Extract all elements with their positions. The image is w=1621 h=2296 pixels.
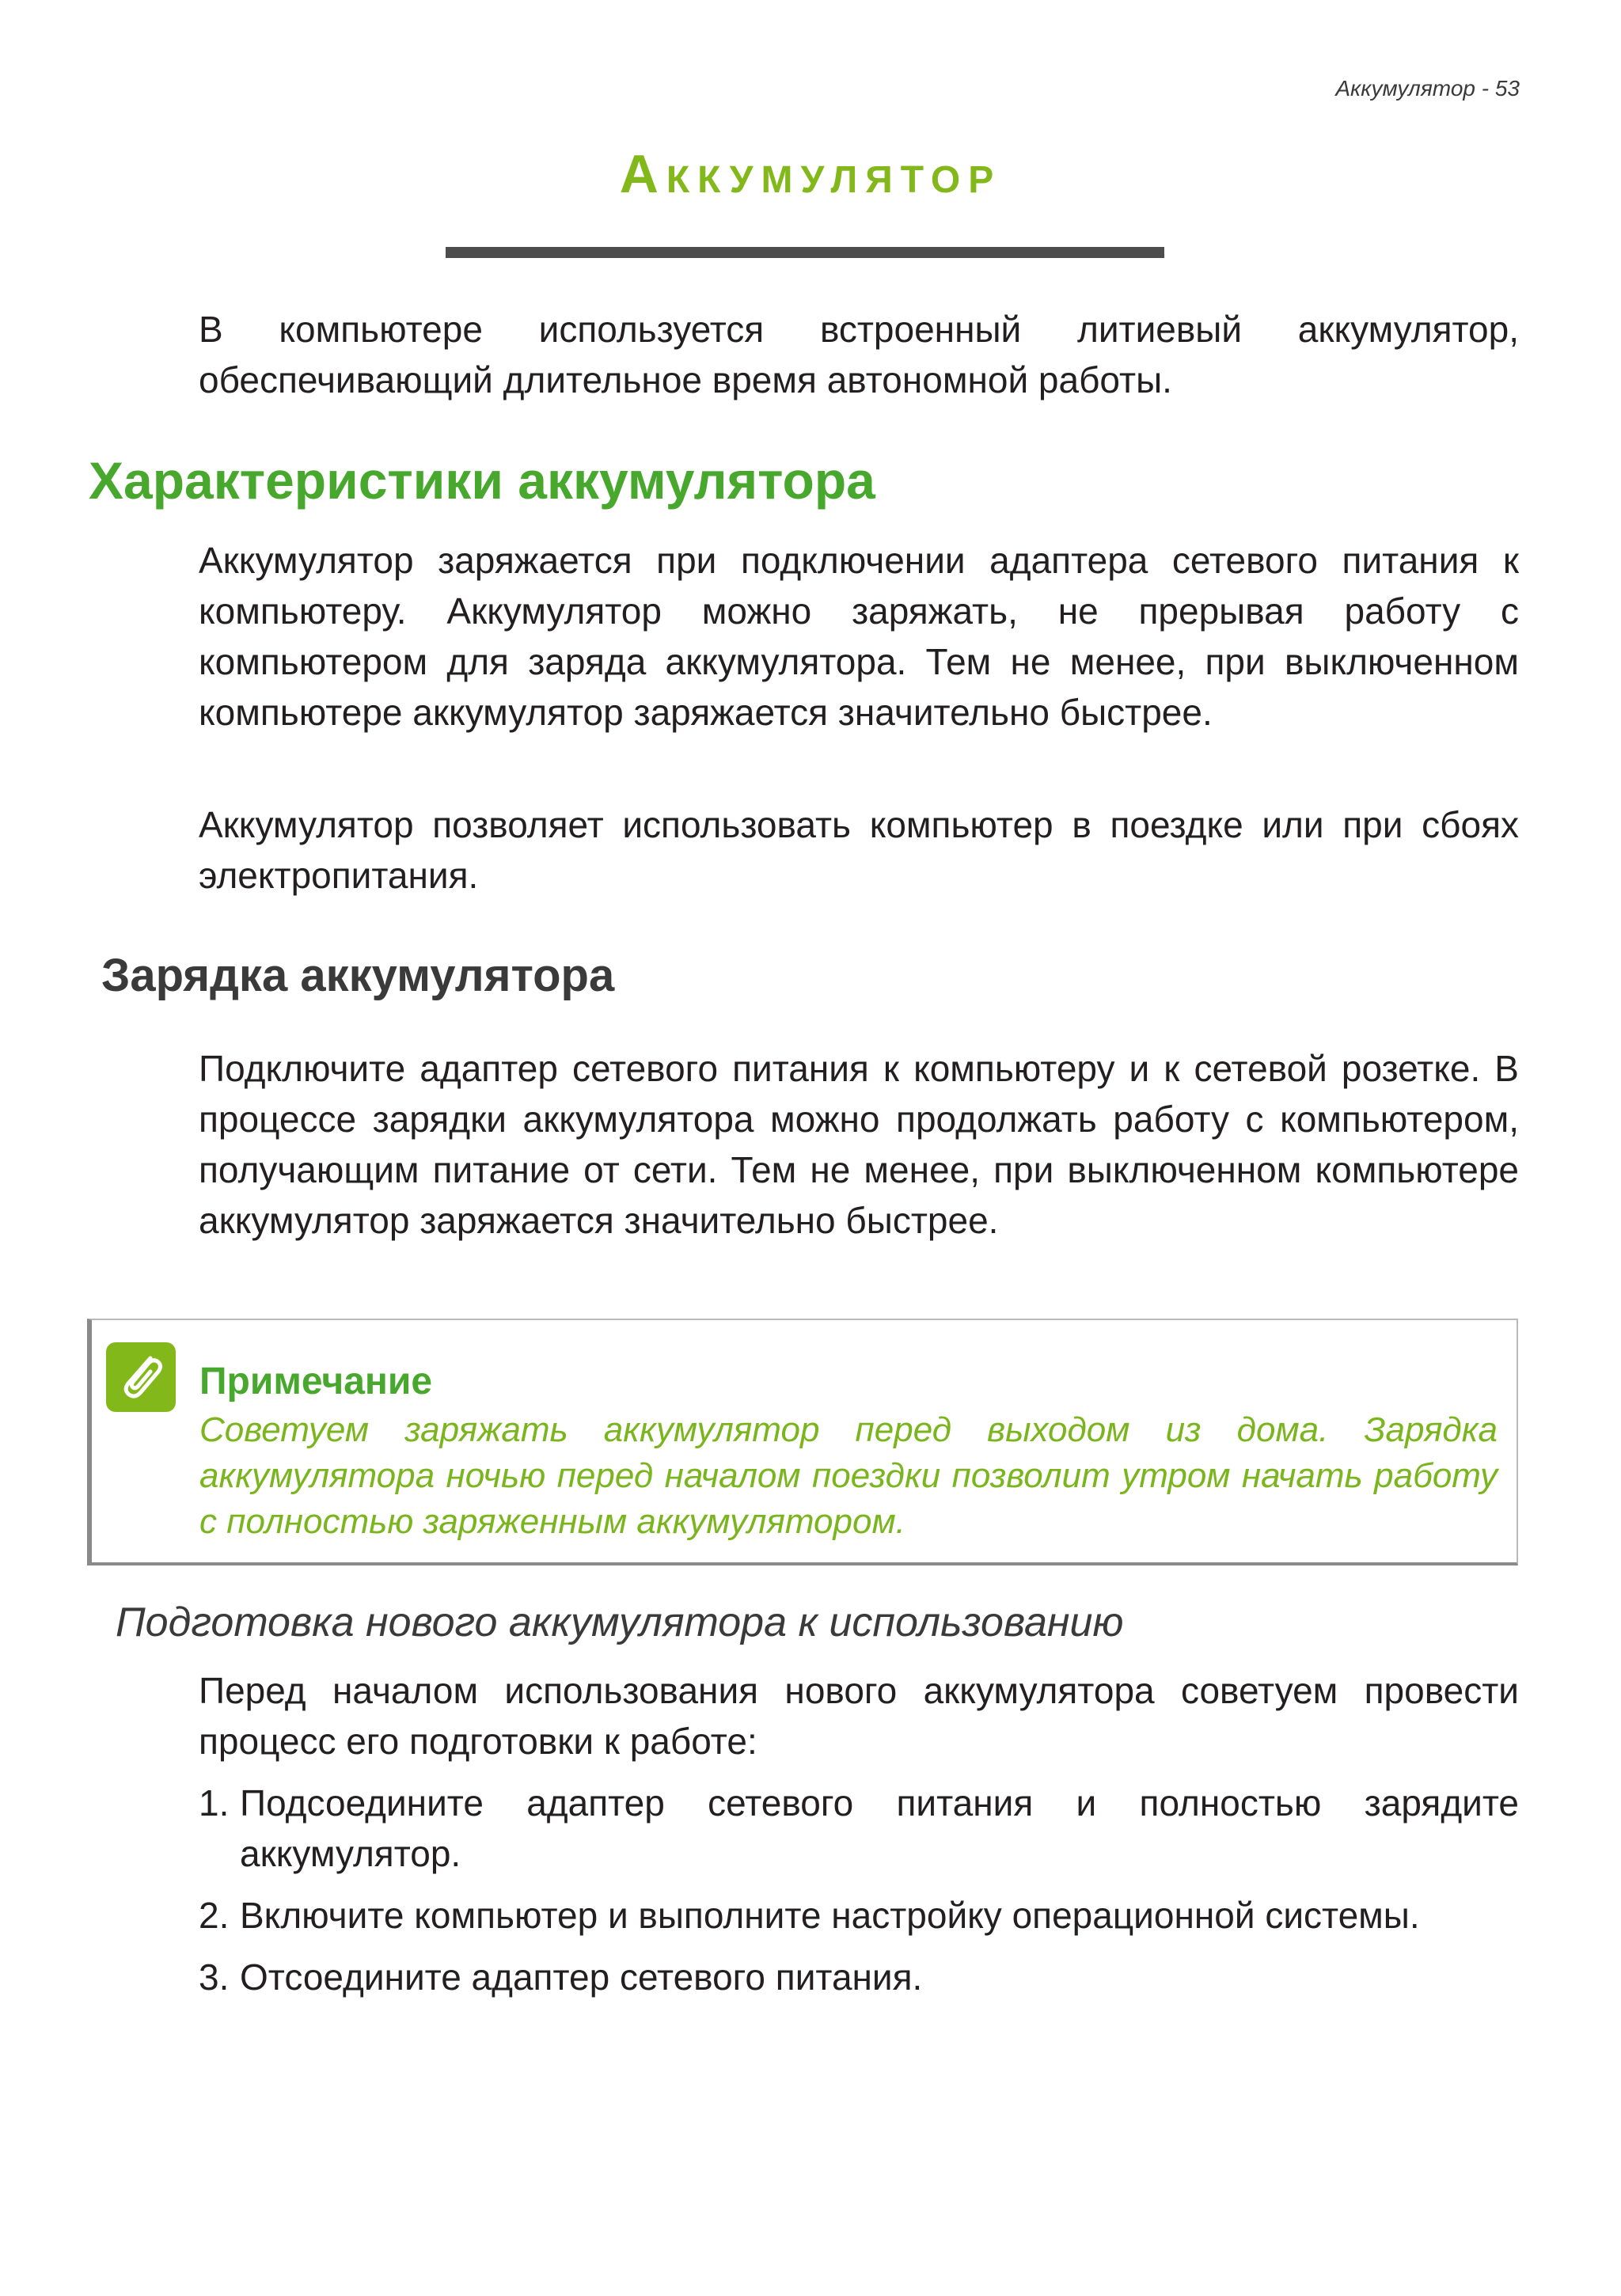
list-item bbox=[199, 1890, 1519, 1941]
list-item bbox=[199, 1778, 1519, 1879]
subsection-paragraph: Подключите адаптер сетевого питания к компьютеру и к сетевой розетке. В процессе зарядки аккумулятора можно продолжать работу с компьютером, получающим питание от сети. Тем не менее, при выключенном компьютере аккумулятор заряжается значительно быстрее. bbox=[199, 1048, 1519, 1241]
subsection-heading: Зарядка аккумулятора bbox=[101, 950, 615, 1001]
note-box bbox=[87, 1319, 1518, 1565]
note-body: Советуем заряжать аккумулятор перед выходом из дома. Зарядка аккумулятора ночью перед началом поездки позволит утром начать работу с полностью заряженным аккумулятором. bbox=[199, 1410, 1498, 1541]
section-paragraph-1: Аккумулятор заряжается при подключении адаптера сетевого питания к компьютеру. Аккумулятор можно заряжать, не прерывая работу с компьютером для заряда аккумулятора. Тем не менее, при выключенном компьютере аккумулятор заряжается значительно быстрее. bbox=[199, 540, 1519, 733]
step-text: Включите компьютер и выполните настройку операционной системы. bbox=[240, 1895, 1420, 1936]
step-number: 3. bbox=[199, 1956, 230, 1998]
prep-paragraph: Перед началом использования нового аккумулятора советуем провести процесс его подготовки к работе: bbox=[199, 1670, 1519, 1762]
list-item bbox=[199, 1952, 1519, 2002]
chapter-title: Аккумулятор bbox=[619, 144, 1002, 204]
section-heading: Характеристики аккумулятора bbox=[89, 451, 875, 510]
note-title: Примечание bbox=[199, 1361, 433, 1402]
prep-heading: Подготовка нового аккумулятора к использованию bbox=[116, 1600, 1124, 1645]
step-text: Подсоедините адаптер сетевого питания и полностью зарядите аккумулятор. bbox=[240, 1782, 1519, 1874]
title-underline bbox=[446, 247, 1164, 258]
section-paragraph-2: Аккумулятор позволяет использовать компьютер в поездке или при сбоях электропитания. bbox=[199, 804, 1519, 896]
step-text: Отсоедините адаптер сетевого питания. bbox=[240, 1956, 923, 1998]
step-number: 2. bbox=[199, 1895, 230, 1936]
intro-paragraph: В компьютере используется встроенный литиевый аккумулятор, обеспечивающий длительное время автономной работы. bbox=[199, 309, 1519, 400]
prep-steps-list bbox=[199, 1778, 1519, 2013]
paperclip-icon bbox=[106, 1342, 176, 1412]
step-number: 1. bbox=[199, 1782, 230, 1824]
running-head: Аккумулятор - 53 bbox=[1335, 76, 1520, 101]
